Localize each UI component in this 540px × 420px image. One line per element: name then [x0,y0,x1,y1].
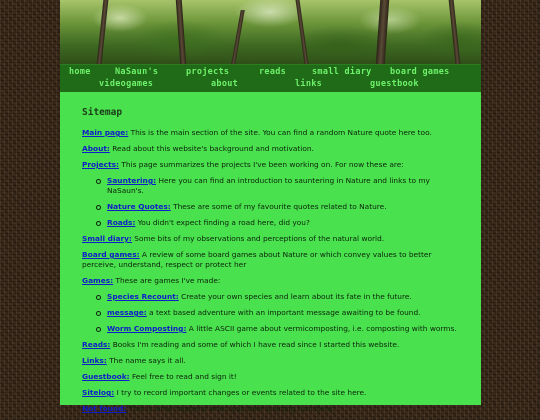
sitemap-entry-boardgames [82,250,467,270]
nav-small-diary[interactable]: small diary [312,67,372,77]
sitemap-entry-diary [82,234,467,244]
link-not-found[interactable]: Not found: [82,404,127,413]
link-reads[interactable]: Reads: [82,340,111,349]
link-board-games[interactable]: Board games: [82,250,140,259]
link-species-recount[interactable]: Species Recount: [107,292,179,301]
link-about[interactable]: About: [82,144,110,153]
sitemap-entry-games [82,276,467,334]
bullet-icon [96,295,101,300]
link-games[interactable]: Games: [82,276,114,285]
entry-description: A little ASCII game about vermicomposting, i.e. composting with worms. [188,324,457,333]
entry-description: Some bits of my observations and perceptions of the natural world. [134,234,385,243]
games-sublist [96,292,467,334]
bullet-icon [96,205,101,210]
sitemap-entry-species [96,292,467,302]
sitemap-entry-message [96,308,467,318]
bullet-icon [96,179,101,184]
page-container [60,0,481,413]
entry-description: Feel free to read and sign it! [131,372,237,381]
link-projects[interactable]: Projects: [82,160,119,169]
link-message[interactable]: message: [107,308,147,317]
entry-description: A review of some board games about Nature or which convey values to better perceive, understand, respect or protect her [82,250,432,269]
sitemap-entry-roads [96,218,467,228]
sitemap-entry-projects [82,160,467,228]
sitemap-entry-worm [96,324,467,334]
bullet-icon [96,221,101,226]
entry-description: I try to record important changes or events related to the site here. [116,388,367,397]
main-navigation [60,64,481,92]
nav-projects[interactable]: projects [186,67,230,77]
sitemap-entry-reads [82,340,467,350]
link-guestbook[interactable]: Guestbook: [82,372,130,381]
nav-board-games[interactable]: board games [390,67,450,77]
link-nature-quotes[interactable]: Nature Quotes: [107,202,171,211]
entry-description: This page summarizes the projects I've been working on. For now these are: [121,160,404,169]
entry-description: You didn't expect finding a road here, did you? [137,218,310,227]
nav-links[interactable]: links [295,79,323,89]
link-small-diary[interactable]: Small diary: [82,234,132,243]
entry-description: This is the main section of the site. You can find a random Nature quote here too. [130,128,432,137]
link-roads[interactable]: Roads: [107,218,136,227]
sitemap-entry-sauntering [96,176,467,196]
bullet-icon [96,311,101,316]
nav-about[interactable]: about [211,79,239,89]
sitemap-entry-notfound [82,404,467,414]
entry-description: Create your own species and learn about its fate in the future. [181,292,412,301]
projects-sublist [96,176,467,228]
nav-nasauns[interactable]: NaSaun's [115,67,159,77]
nav-home[interactable]: home [69,67,91,77]
entry-description: These are some of my favourite quotes related to Nature. [173,202,387,211]
sitemap-entry-quotes [96,202,467,212]
entry-description: The name says it all. [109,356,186,365]
nav-guestbook[interactable]: guestbook [370,79,419,89]
bullet-icon [96,327,101,332]
entry-description: Books I'm reading and some of which I have read since I started this website. [112,340,400,349]
link-sitelog[interactable]: Sitelog: [82,388,115,397]
sitemap-entry-about [82,144,467,154]
sitemap-entry-main [82,128,467,138]
forest-banner-image [60,0,481,64]
link-sauntering[interactable]: Sauntering: [107,176,157,185]
sitemap-entry-links [82,356,467,366]
entry-description: These are games I've made: [115,276,221,285]
page-title: Sitemap [82,107,123,118]
sitemap-content [82,108,467,420]
nav-reads[interactable]: reads [259,67,287,77]
nav-videogames[interactable]: videogames [99,79,154,89]
entry-description: a text based adventure with an important message awaiting to be found. [149,308,421,317]
entry-description: This is what happens when you take a wrong turn here. [128,404,335,413]
link-main-page[interactable]: Main page: [82,128,129,137]
entry-description: Read about this website's background and motivation. [112,144,314,153]
link-worm-composting[interactable]: Worm Composting: [107,324,187,333]
sitemap-entry-guestbook [82,372,467,382]
link-links[interactable]: Links: [82,356,107,365]
entry-description: Here you can find an introduction to sauntering in Nature and links to my NaSaun's. [107,176,430,195]
sitemap-entry-sitelog [82,388,467,398]
